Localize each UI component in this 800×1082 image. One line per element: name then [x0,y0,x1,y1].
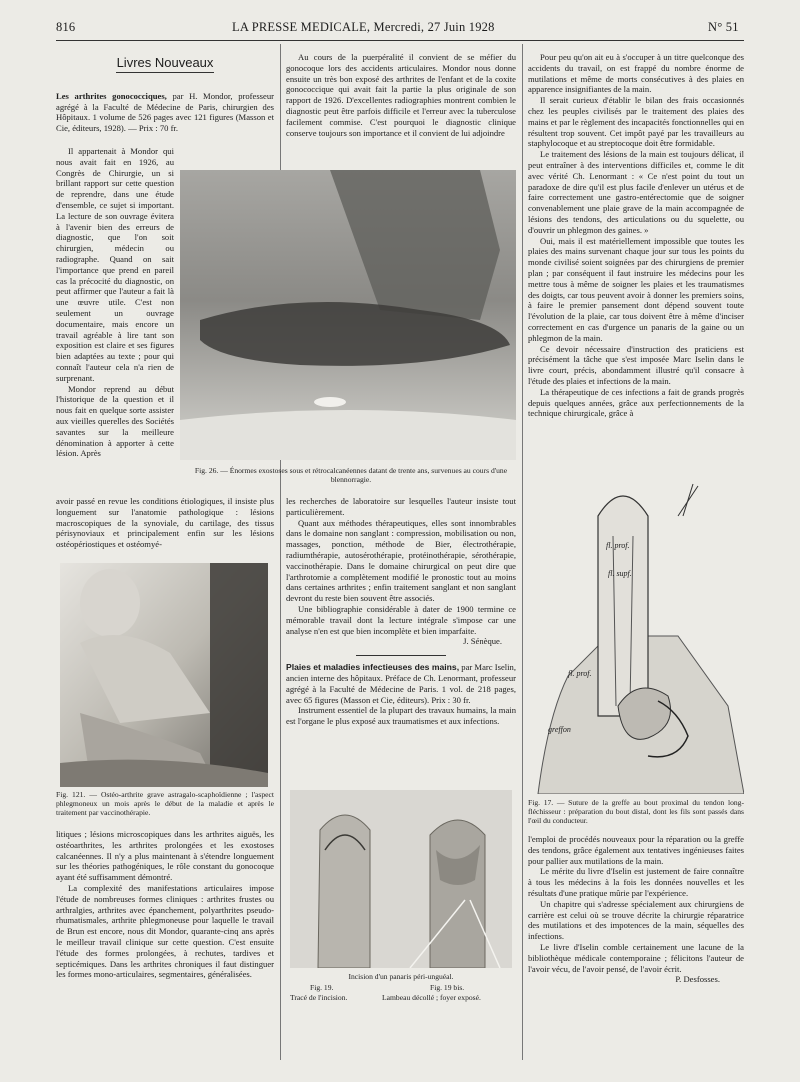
fig17-label: fl. supf. [608,569,632,578]
fig19-image [290,790,512,968]
column-3-top [528,52,744,419]
fig26-image [180,170,516,460]
paragraph: l'emploi de procédés nouveaux pour la réparation ou la greffe des tendons, grâce également aux tentatives ingénieuses faites pour pallier aux mutilations de la main. [528,834,744,866]
paragraph: Il serait curieux d'établir le bilan des frais occasionnés chez les peuples civilisés par le traitement des plaies des mains et par le règlement des incapacités fonctionnelles qui en résultent trop souvent. Cet impôt payé par les travailleurs au staphylocoque et au streptocoque doit être formidable. [528,95,744,149]
paragraph: Pour peu qu'on ait eu à s'occuper à un titre quelconque des accidents du travail, on est frappé du nombre énorme de mutilations et même de morts consécutives à des plaies en apparence insignifiantes de la main. [528,52,744,95]
fig17-caption: Fig. 17. — Suture de la greffe au bout proximal du tendon long-fléchisseur : préparation du bout distal, dont les fils sont passés dans l'œil du conducteur. [528,798,744,826]
section-title: Livres Nouveaux [116,55,214,70]
column-2-top [286,52,516,138]
column-1-narrow [56,146,174,459]
review-biblio: par Marc Iselin, ancien interne des hôpitaux. Préface de Ch. Lenormant, professeur agrégé à la Faculté de Médecine de Paris. 1 vol. de 218 pages, avec 65 figures (Masson et Cie, éditeurs). Prix : 30 fr. [286,662,516,705]
paragraph: Instrument essentiel de la plupart des travaux humains, la main est l'organe le plus exposé aux traumatismes et aux infections. [286,705,516,727]
review-signature: P. Desfosses. [675,974,720,985]
section-rule [116,72,214,73]
paragraph: La thérapeutique de ces infections a fait de grands progrès depuis quelques années, grâce aux perfectionnements de la technique chirurgicale, grâce à [528,386,744,419]
review-separator [356,655,446,656]
paragraph: Quant aux méthodes thérapeutiques, elles sont innombrables dans le domaine non sanglant : compression, mobilisation ou non, massages, ponction, méthode de Bier, électrothérapie, radiumthérapie, autosérothérapie, protéinothérapie, sérothérapie, vaccinothérapie. Dans le domaine chirurgical on peut dire que l'arthrotomie a complètement modifié le pronostic tout au moins dans certaines arthrites ; enfin traitement sanglant et non sanglant devront du reste bien souvent être associés. [286,517,516,604]
review-heading [286,662,516,705]
paragraph: Il appartenait à Mondor qui nous avait fait en 1926, au Congrès de Chirurgie, un si brillant rapport sur cette question de reprendre, dans une étude d'ensemble, ce sujet si important. La lecture de son ouvrage évitera à l'avenir bien des erreurs de diagnostic, que l'on soit chirurgien, médecin ou radiographe. Quand on sait l'importance que prend en pareil cas la précocité du diagnostic, on peut affirmer que l'auteur a fait là une œuvre utile. C'est non seulement un ouvrage documentaire, mais encore un travail agréable à lire tant son exposition est claire et ses figures bien adaptées au texte ; pour qui connaît l'auteur cela n'a rien de surprenant. [56,146,174,383]
fig17-image [528,476,744,794]
review-biblio: par H. Mondor, professeur agrégé à la Faculté de Médecine de Paris, chirurgien des Hôpitaux. 1 volume de 526 pages avec 121 figures (Masson et Cie, éditeurs, 1928). — Prix : 70 fr. [56,90,274,134]
fig19bis-label: Fig. 19 bis. [430,983,465,992]
paragraph: les recherches de laboratoire sur lesquelles l'auteur insiste tout particulièrement. [286,496,516,517]
paragraph: Une bibliographie considérable à dater de 1900 termine ce mémorable travail dont la lecture intégrale s'impose car une analyse n'en est que bien incomplète et bien imparfaite. [286,603,516,636]
paragraph: Ce devoir nécessaire d'instruction des praticiens est précisément la tâche que s'est imposée Marc Iselin dans le livre court, précis, abondamment illustré qu'il consacre à l'étude des plaies et infections de la main. [528,343,744,386]
fig26-caption: Fig. 26. — Énormes exostoses sous et rétrocalcanéennes datant de trente ans, survenues au cours d'une blennorragie. [194,466,508,485]
tendon-graft-illustration [528,476,744,794]
paragraph: litiques ; lésions microscopiques dans les arthrites aiguës, les ostéoarthrites, les arthrites prolongées et les exostoses calcanéennes. Il n'y a plus maintenant à s'étendre longuement sur les théories pathogéniques, le rôle constant du gonocoque ayant été suffisamment démontré. [56,829,274,883]
paragraph: Mondor reprend au début l'historique de la question et il nous fait en quelque sorte assister aux vieilles querelles des Sociétés savantes sur la meilleure dénomination à apporter à cette lésion. Après [56,383,174,459]
column-3-bottom [528,834,744,985]
review-title: Plaies et maladies infectieuses des mains, [286,662,460,673]
column-1-mid [56,496,274,550]
paragraph: La complexité des manifestations articulaires impose l'étude de nombreuses formes cliniques : arthrites frustes ou arthralgies, arthrites avec épanchement, polyarthrites pseudo-rhumatismales, arthrite phlegmoneuse pour laquelle le travail de Brun est encore, nous dit Mondor, quarante-cinq ans après le meilleur travail clinique sur cette question. C'est ensuite l'étude des formes prolongées, à rechutes, tardives et septicémiques. Dans les arthrites chroniques il faut distinguer les formes mono-articulaires, segmentaires, généralisées. [56,882,274,980]
paragraph: Le mérite du livre d'Iselin est justement de faire connaître à tous les médecins à la fois les données nouvelles et les résultats d'une pratique mûrie par l'expérience. [528,866,744,898]
review-signature: J. Sénèque. [463,636,502,647]
paragraph: Un chapitre qui s'adresse spécialement aux chirurgiens de carrière est celui où se trouve décrite la chirurgie réparatrice des mutilations et des impotences de la main, séquelles des infections. [528,898,744,942]
fig121-caption: Fig. 121. — Ostéo-arthrite grave astragalo-scaphoïdienne ; l'aspect phlegmoneux un mois après le début de la maladie et après le traitement par vaccinothérapie. [56,790,274,818]
calcaneus-radiograph [180,170,516,460]
header-rule [56,40,744,41]
paragraph: Le livre d'Iselin comble certainement une lacune de la bibliothèque médicale contemporaine ; félicitons l'auteur de l'avoir vécu, de l'avoir pensé, de l'avoir écrit. [528,941,744,974]
fig19-caption-top: Incision d'un panaris péri-unguéal. [348,972,454,981]
issue-number: N° 51 [708,20,739,34]
fig17-label: fl. prof. [568,669,592,678]
paragraph: Au cours de la puerpéralité il convient de se méfier du gonocoque lors des accidents articulaires. Mondor nous donne ensuite un très bon exposé des arthrites de l'enfant et de la coxite gonococcique qui avait fait la partie la plus originale de son rapport de 1926. D'excellentes radiographies montrent combien le diagnostic peut être parfois difficile et l'erreur avec la tuberculose facilement commise. C'est pourquoi le diagnostic clinique conserve toujours son importance et il convient de lui adjoindre [286,52,516,138]
journal-title: LA PRESSE MEDICALE, Mercredi, 27 Juin 1928 [232,20,495,34]
fig121-image [60,563,268,787]
paragraph: Oui, mais il est matériellement impossible que toutes les plaies des mains survenant chaque jour sur tous les points du monde civilisé soient soignées par des chirurgiens de premier plan ; par conséquent il faut instruire les médecins pour les mettre tous à même de soigner les plaies et les traumatismes des doigts, car tous peuvent avoir à donner les premiers soins, à faire le premier pansement dont dépend souvent toute l'évolution de la plaie, car tous doivent être à même d'inciser correctement en cas d'urgence un panaris de la gaine ou un phlegmon de la main. [528,235,744,343]
finger-incision-photos [290,790,512,968]
page-number: 816 [56,20,76,34]
paragraph: avoir passé en revue les conditions étiologiques, il insiste plus longuement sur l'anatomie pathologique : lésions macroscopiques de la synoviale, du cartilage, des tissus périsynoviaux et principalement enfin sur les lésions ostéopériostiques et ostéomyé- [56,496,274,550]
column-1-top [56,55,274,134]
fig19bis-text: Lambeau décollé ; foyer exposé. [382,993,481,1002]
paragraph: Le traitement des lésions de la main est toujours délicat, il peut entraîner à des interventions difficiles et, comme le dit avec vérité Ch. Lenormant : « Ce n'est point du tout un paradoxe de dire qu'il est plus facile d'enlever un utérus et de faire correctement une gastro-entérectomie que de soigner convenablement une plaie grave de la main accompagnée de lésions des tendons, des articulations ou du squelette, ou d'ouvrir un phlegmon des gaines. » [528,149,744,235]
review-heading [56,91,274,134]
column-1-bottom [56,829,274,980]
column-divider [522,44,523,1060]
review-title: Les arthrites gonococciques, [56,90,167,101]
fig19-label: Fig. 19. [310,983,334,992]
fig19-text: Tracé de l'incision. [290,993,348,1002]
fig17-label: fl. prof. [606,541,630,550]
seated-patient-photo [60,563,268,787]
column-2-mid [286,496,516,727]
fig17-label: greffon [548,725,571,734]
